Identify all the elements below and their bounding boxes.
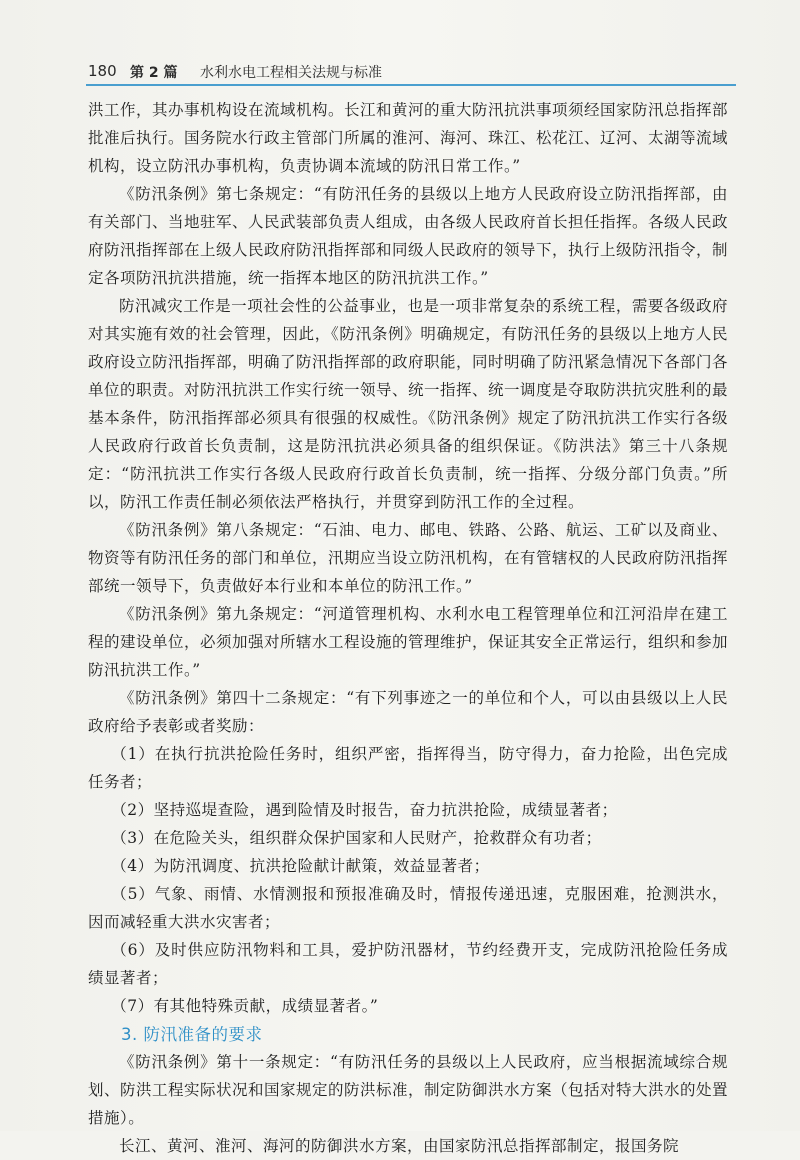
list-item: （4）为防汛调度、抗洪抢险献计献策，效益显著者； xyxy=(111,857,490,875)
paragraph-continued: 洪工作，其办事机构设在流域机构。长江和黄河的重大防汛抗洪事项须经国家防汛总指挥部批准后执行。国务院水行政主管部门所属的淮河、海河、珠江、松花江、辽河、太湖等流域机构，设立防汛办事机构，负责协调本流域的防汛日常工作。” xyxy=(88,101,729,175)
part-label: 第 2 篇 xyxy=(130,65,178,81)
paragraph-article-42: 《防汛条例》第四十二条规定：“有下列事迹之一的单位和个人，可以由县级以上人民政府给予表彰或者奖励： xyxy=(88,689,728,735)
list-item: （2）坚持巡堤查险，遇到险情及时报告，奋力抗洪抢险，成绩显著者； xyxy=(111,801,618,819)
paragraph-article-11: 《防汛条例》第十一条规定：“有防汛任务的县级以上人民政府，应当根据流域综合规划、防洪工程实际状况和国家规定的防洪标准，制定防御洪水方案（包括对特大洪水的处置措施）。 xyxy=(88,1053,729,1127)
paragraph-major-rivers: 长江、黄河、淮河、海河的防御洪水方案，由国家防汛总指挥部制定，报国务院 xyxy=(119,1137,680,1155)
list-item: （3）在危险关头，组织群众保护国家和人民财产，抢救群众有功者； xyxy=(111,829,602,847)
page-number: 180 xyxy=(88,62,117,80)
running-header xyxy=(88,58,728,82)
paragraph-article-8: 《防汛条例》第八条规定：“石油、电力、邮电、铁路、公路、航运、工矿以及商业、物资等有防汛任务的部门和单位，汛期应当设立防汛机构，在有管辖权的人民政府防汛指挥部统一领导下，负责做好本行业和本单位的防汛工作。” xyxy=(88,521,729,595)
list-item: （5）气象、雨情、水情测报和预报准确及时，情报传递迅速，克服困难，抢测洪水，因而减轻重大洪水灾害者； xyxy=(88,885,728,931)
list-item: （1）在执行抗洪抢险任务时，组织严密，指挥得当，防守得力，奋力抢险，出色完成任务者； xyxy=(88,745,728,791)
header-rule xyxy=(86,84,736,86)
list-item: （6）及时供应防汛物料和工具，爱护防汛器材，节约经费开支，完成防汛抢险任务成绩显著者； xyxy=(88,941,728,987)
body-text xyxy=(88,96,728,1160)
list-item: （7）有其他特殊贡献，成绩显著者。” xyxy=(111,997,379,1015)
paragraph-commentary: 防汛减灾工作是一项社会性的公益事业，也是一项非常复杂的系统工程，需要各级政府对其实施有效的社会管理，因此，《防汛条例》明确规定，有防汛任务的县级以上地方人民政府设立防汛指挥部，明确了防汛指挥部的政府职能，同时明确了防汛紧急情况下各部门各单位的职责。对防汛抗洪工作实行统一领导、统一指挥、统一调度是夺取防洪抗灾胜利的最基本条件，防汛指挥部必须具有很强的权威性。《防汛条例》规定了防汛抗洪工作实行各级人民政府行政首长负责制，这是防汛抗洪必须具备的组织保证。《防洪法》第三十八条规定：“防汛抗洪工作实行各级人民政府行政首长负责制，统一指挥、分级分部门负责。”所以，防汛工作责任制必须依法严格执行，并贯穿到防汛工作的全过程。 xyxy=(88,297,729,511)
part-title: 水利水电工程相关法规与标准 xyxy=(200,65,382,81)
paragraph-article-7: 《防汛条例》第七条规定：“有防汛任务的县级以上地方人民政府设立防汛指挥部，由有关部门、当地驻军、人民武装部负责人组成，由各级人民政府首长担任指挥。各级人民政府防汛指挥部在上级人民政府防汛指挥部和同级人民政府的领导下，执行上级防汛指令，制定各项防汛抗洪措施，统一指挥本地区的防汛抗洪工作。” xyxy=(88,185,729,287)
section-heading: 3. 防汛准备的要求 xyxy=(121,1025,263,1044)
paragraph-article-9: 《防汛条例》第九条规定：“河道管理机构、水利水电工程管理单位和江河沿岸在建工程的建设单位，必须加强对所辖水工程设施的管理维护，保证其安全正常运行，组织和参加防汛抗洪工作。” xyxy=(88,605,729,679)
